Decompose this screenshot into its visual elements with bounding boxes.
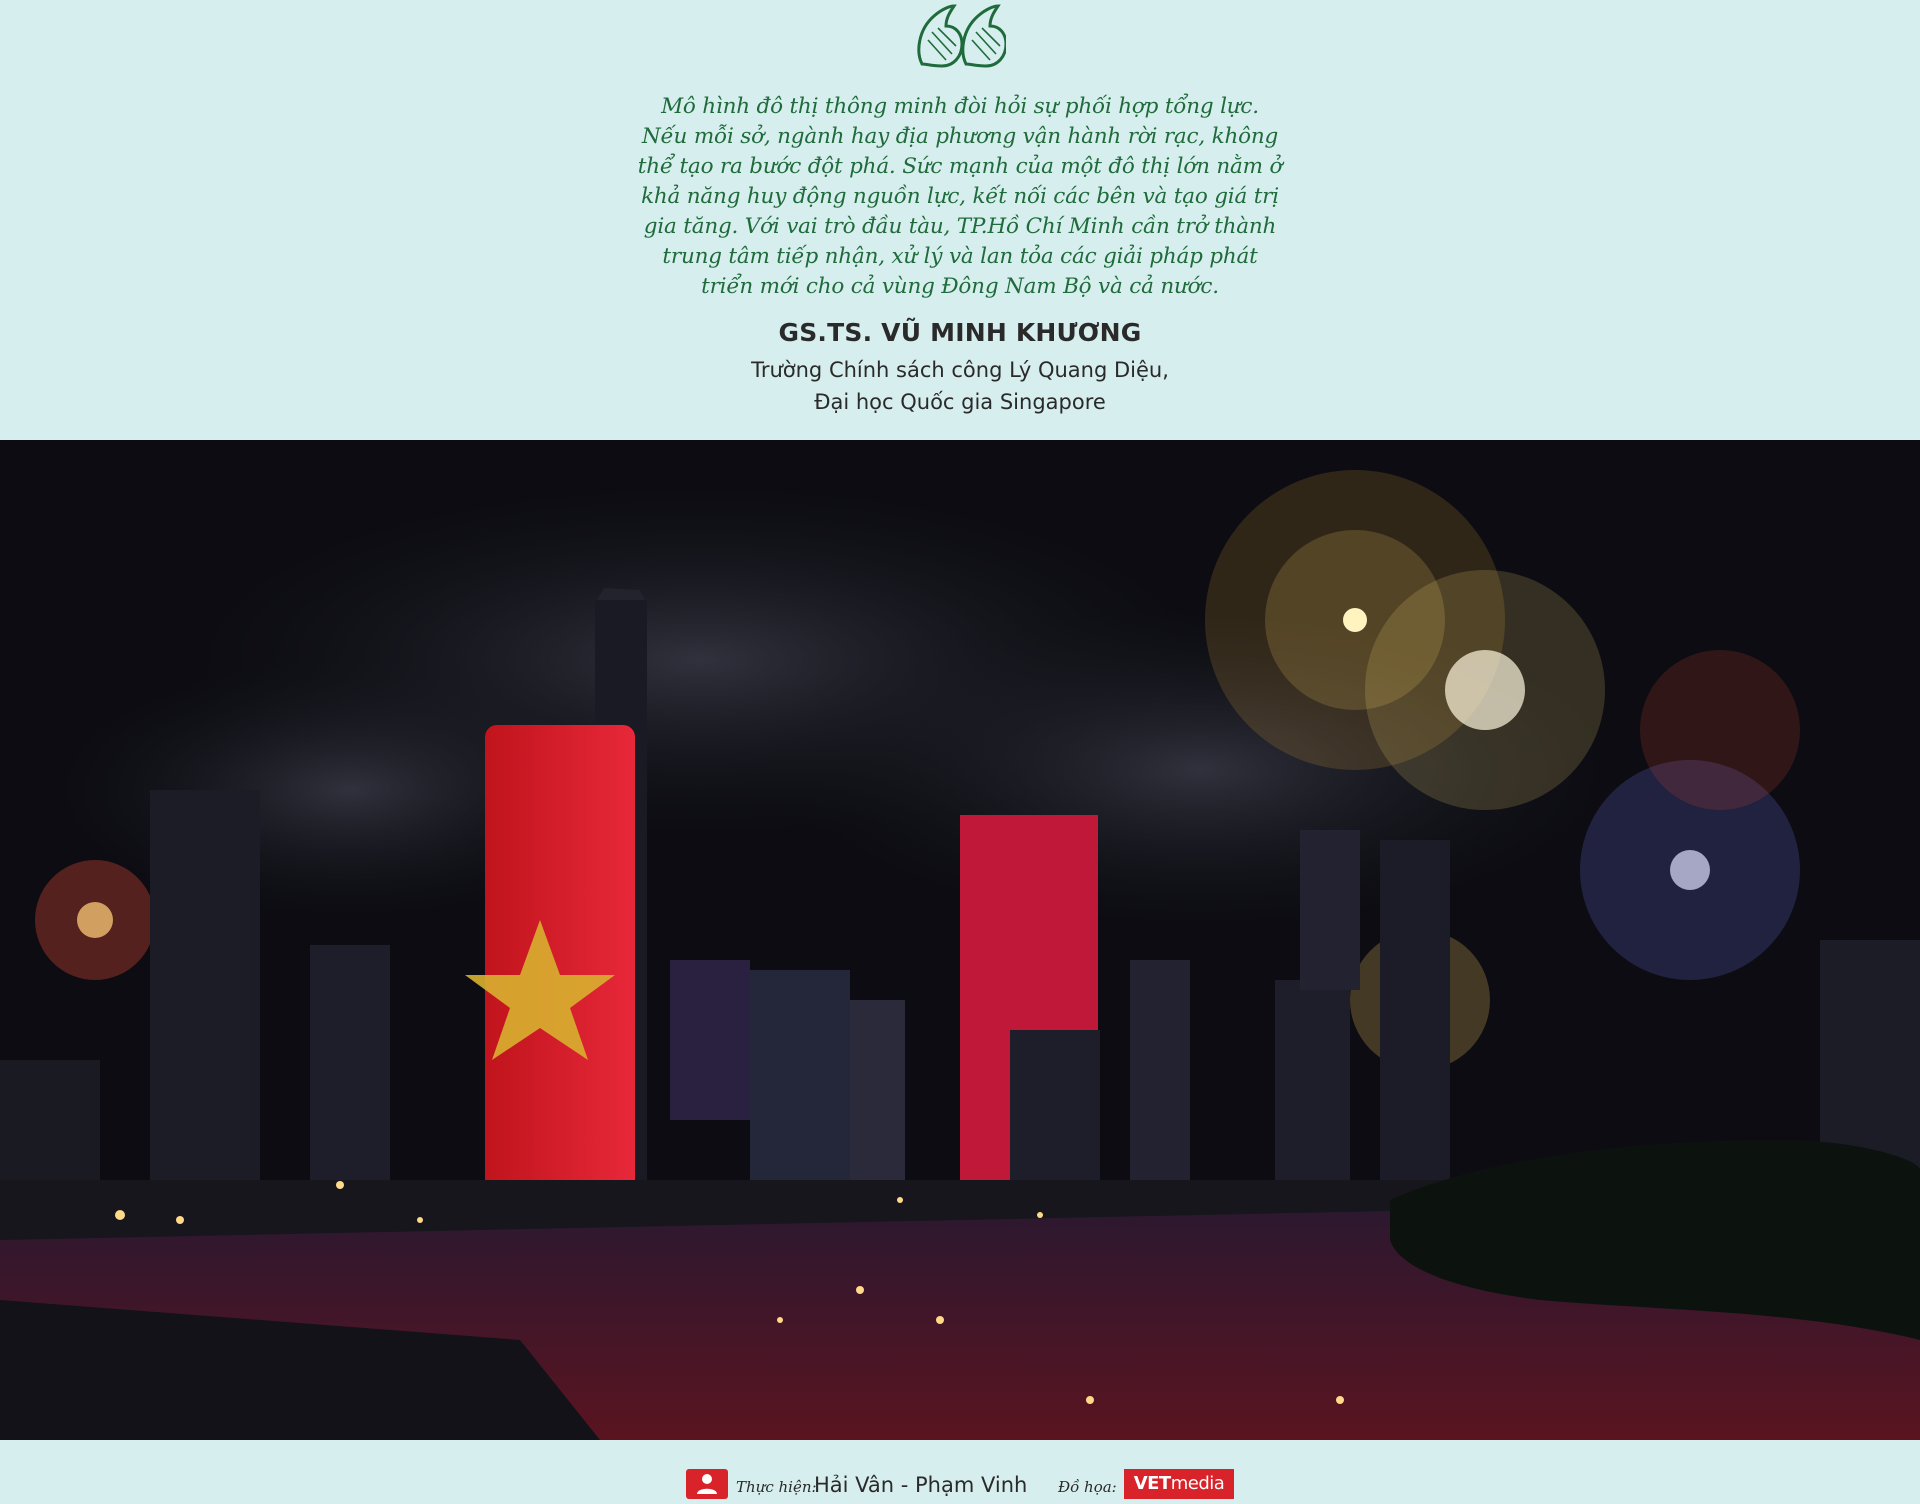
graphics-label: Đồ họa:	[1058, 1478, 1117, 1496]
credit-label: Thực hiện:	[736, 1478, 817, 1496]
author-name: GS.TS. VŨ MINH KHƯƠNG	[778, 318, 1142, 347]
author-role	[560, 354, 1360, 418]
city-fireworks-photo	[0, 440, 1920, 1440]
firework-red-left	[35, 860, 155, 980]
firework-gold-white	[1365, 570, 1605, 810]
logo-bold-text: VET	[1133, 1473, 1171, 1494]
firework-red-small	[1640, 650, 1800, 810]
author-role-line-2: Đại học Quốc gia Singapore	[814, 390, 1106, 414]
logo-rest-text: media	[1170, 1473, 1225, 1494]
quote-section	[0, 0, 1920, 440]
user-icon	[686, 1469, 728, 1499]
quote-text: Mô hình đô thị thông minh đòi hỏi sự phối hợp tổng lực. Nếu mỗi sở, ngành hay địa phương vận hành rời rạc, không thể tạo ra bước đột phá. Sức mạnh của một đô thị lớn nằm ở khả năng huy động nguồn lực, kết nối các bên và tạo giá trị gia tăng. Với vai trò đầu tàu, TP.Hồ Chí Minh cần trở thành trung tâm tiếp nhận, xử lý và lan tỏa các giải pháp phát triển mới cho cả vùng Đông Nam Bộ và cả nước.	[637, 94, 1283, 299]
vetmedia-logo	[1124, 1469, 1234, 1499]
author-role-line-1: Trường Chính sách công Lý Quang Diệu,	[751, 358, 1169, 382]
footer	[0, 1440, 1920, 1501]
quote-mark-icon	[916, 0, 1006, 72]
credit-names: Hải Vân - Phạm Vinh	[814, 1473, 1028, 1497]
